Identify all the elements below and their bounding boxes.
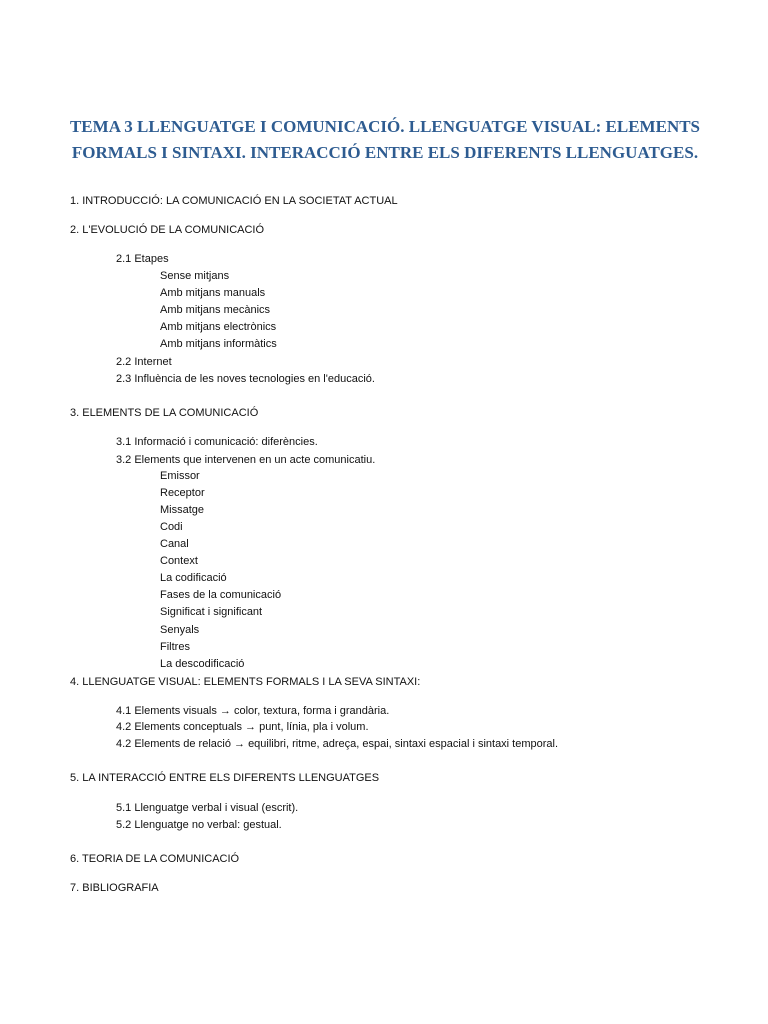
title-line-2: FORMALS I SINTAXI. INTERACCIÓ ENTRE ELS DIFERENTS LLENGUATGES. [71,143,699,162]
list-item: Fases de la comunicació [160,589,282,601]
subsection-3-2: 3.2 Elements que intervenen en un acte comunicatiu. [116,454,376,466]
subsection-5-1: 5.1 Llenguatge verbal i visual (escrit). [116,802,299,814]
list-item: Emissor [160,470,200,482]
section-7-heading: 7. BIBLIOGRAFIA [70,882,159,894]
subsection-5-2: 5.2 Llenguatge no verbal: gestual. [116,819,282,831]
section-4-heading: 4. LLENGUATGE VISUAL: ELEMENTS FORMALS I LA SEVA SINTAXI: [70,676,421,688]
list-item: Amb mitjans mecànics [160,304,271,316]
subsection-4-1: 4.1 Elements visuals → color, textura, forma i grandària. [116,705,390,717]
list-item: Canal [160,538,189,550]
list-item: Context [160,555,198,567]
subsection-2-3: 2.3 Influència de les noves tecnologies en l'educació. [116,373,375,385]
list-item: Amb mitjans electrònics [160,321,277,333]
subsection-4-2-conceptual: 4.2 Elements conceptuals → punt, línia, pla i volum. [116,721,369,733]
subsection-3-1: 3.1 Informació i comunicació: diferències. [116,436,318,448]
list-item: Codi [160,521,183,533]
document-title [60,114,710,166]
section-6-heading: 6. TEORIA DE LA COMUNICACIÓ [70,853,240,865]
subsection-2-1: 2.1 Etapes [116,253,169,265]
list-item: La descodificació [160,658,245,670]
subsection-2-2: 2.2 Internet [116,356,172,368]
section-1-heading: 1. INTRODUCCIÓ: LA COMUNICACIÓ EN LA SOCIETAT ACTUAL [70,195,398,207]
list-item: La codificació [160,572,227,584]
list-item: Senyals [160,624,200,636]
list-item: Sense mitjans [160,270,230,282]
subsection-4-2-relation: 4.2 Elements de relació → equilibri, ritme, adreça, espai, sintaxi espacial i sintaxi temporal. [116,738,559,750]
list-item: Missatge [160,504,205,516]
title-line-1: TEMA 3 LLENGUATGE I COMUNICACIÓ. LLENGUATGE VISUAL: ELEMENTS [69,117,701,136]
list-item: Amb mitjans manuals [160,287,266,299]
section-5-heading: 5. LA INTERACCIÓ ENTRE ELS DIFERENTS LLENGUATGES [70,772,380,784]
list-item: Significat i significant [160,606,263,618]
section-3-heading: 3. ELEMENTS DE LA COMUNICACIÓ [70,407,259,419]
list-item: Filtres [160,641,190,653]
section-2-heading: 2. L'EVOLUCIÓ DE LA COMUNICACIÓ [70,224,265,236]
list-item: Amb mitjans informàtics [160,338,277,350]
list-item: Receptor [160,487,205,499]
